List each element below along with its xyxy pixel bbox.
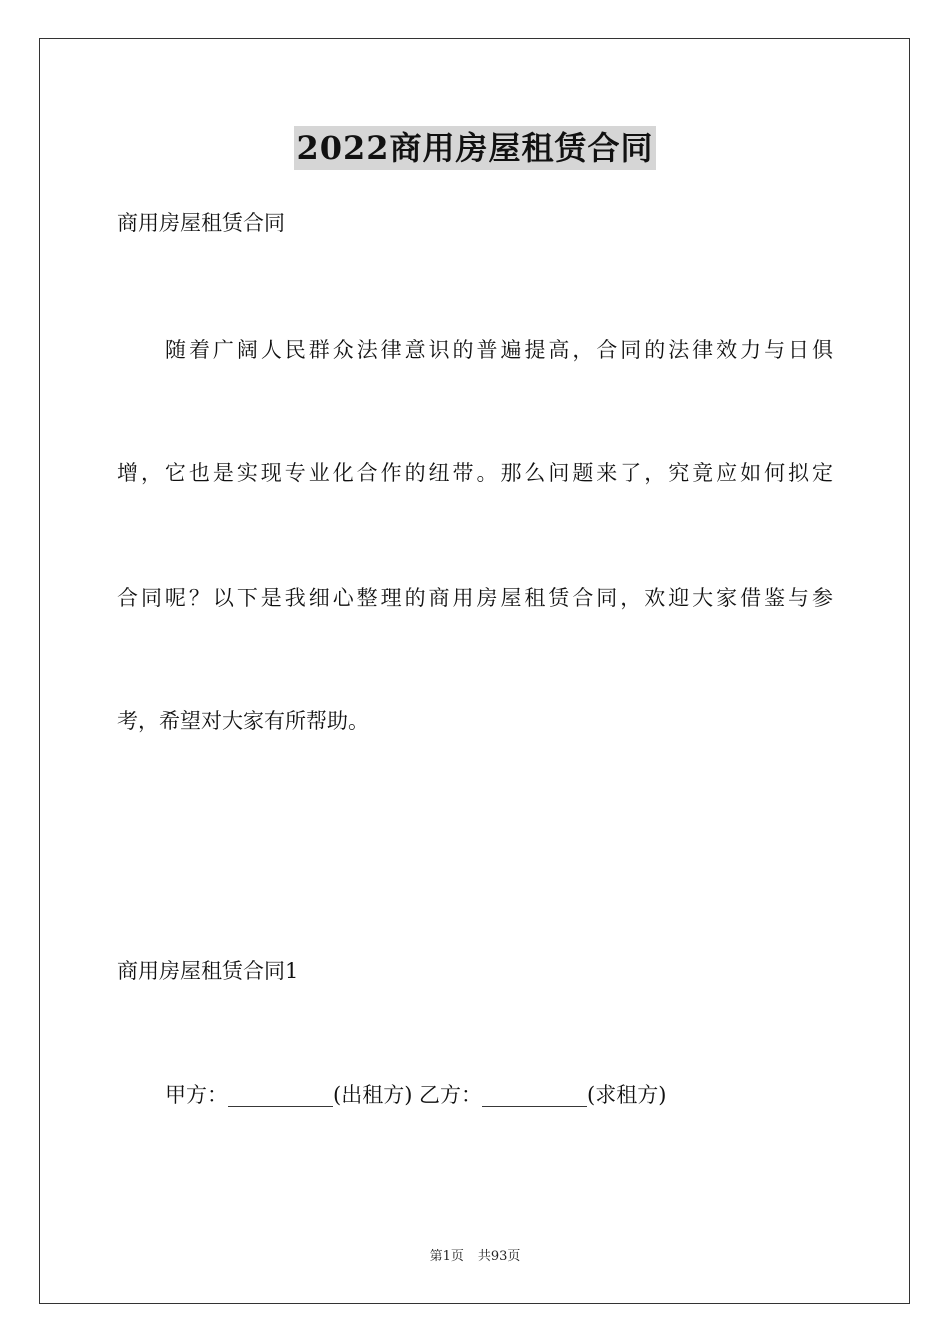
intro-paragraph-line-4: 考，希望对大家有所帮助。 [117,709,369,733]
document-title-text: 2022商用房屋租赁合同 [294,126,655,170]
total-pages: 共93页 [477,1249,521,1264]
document-title [0,126,950,170]
parties-line: 甲方：__________(出租方) 乙方：__________(求租方) [165,1083,667,1107]
page-number: 第1页 [429,1249,464,1264]
intro-paragraph-line-1: 随着广阔人民群众法律意识的普遍提高，合同的法律效力与日俱 [165,338,833,362]
page-footer [0,1248,950,1266]
document-heading: 商用房屋租赁合同 [117,211,285,235]
intro-paragraph-line-2: 增，它也是实现专业化合作的纽带。那么问题来了，究竟应如何拟定 [117,461,833,485]
intro-paragraph-line-3: 合同呢？以下是我细心整理的商用房屋租赁合同，欢迎大家借鉴与参 [117,586,833,610]
section-heading: 商用房屋租赁合同1 [117,959,299,983]
